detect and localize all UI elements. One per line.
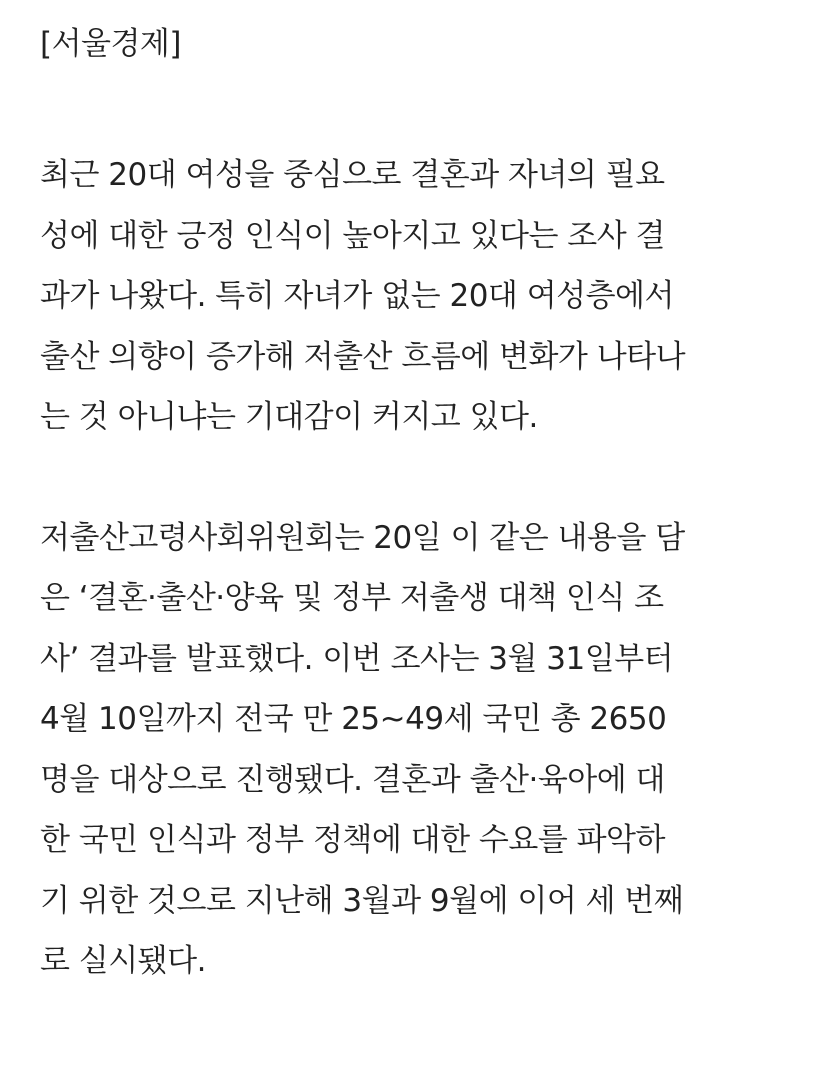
paragraph-2-line-4: 4월 10일까지 전국 만 25~49세 국민 총 2650	[40, 701, 667, 737]
paragraph-1-line-1: 최근 20대 여성을 중심으로 결혼과 자녀의 필요	[40, 157, 665, 193]
paragraph-1	[40, 145, 830, 448]
paragraph-2-line-7: 기 위한 것으로 지난해 3월과 9월에 이어 세 번째	[40, 882, 684, 919]
paragraph-1-line-4: 출산 의향이 증가해 저출산 흐름에 변화가 나타나	[40, 338, 686, 375]
news-source: [서울경제]	[40, 26, 181, 62]
paragraph-2-line-1: 저출산고령사회위원회는 20일 이 같은 내용을 담	[40, 519, 685, 556]
paragraph-1-line-2: 성에 대한 긍정 인식이 높아지고 있다는 조사 결	[40, 217, 665, 254]
paragraph-2	[40, 508, 830, 992]
paragraph-2-line-5: 명을 대상으로 진행됐다. 결혼과 출산·육아에 대	[40, 761, 665, 798]
paragraph-1-line-5: 는 것 아니냐는 기대감이 커지고 있다.	[40, 399, 538, 435]
paragraph-2-line-2: 은 ‘결혼·출산·양육 및 정부 저출생 대책 인식 조	[40, 580, 664, 616]
paragraph-2-line-8: 로 실시됐다.	[40, 943, 206, 979]
paragraph-2-line-3: 사’ 결과를 발표했다. 이번 조사는 3월 31일부터	[40, 640, 674, 677]
paragraph-2-line-6: 한 국민 인식과 정부 정책에 대한 수요를 파악하	[40, 822, 665, 858]
article-body	[40, 0, 830, 992]
paragraph-1-line-3: 과가 나왔다. 특히 자녀가 없는 20대 여성층에서	[40, 278, 674, 314]
